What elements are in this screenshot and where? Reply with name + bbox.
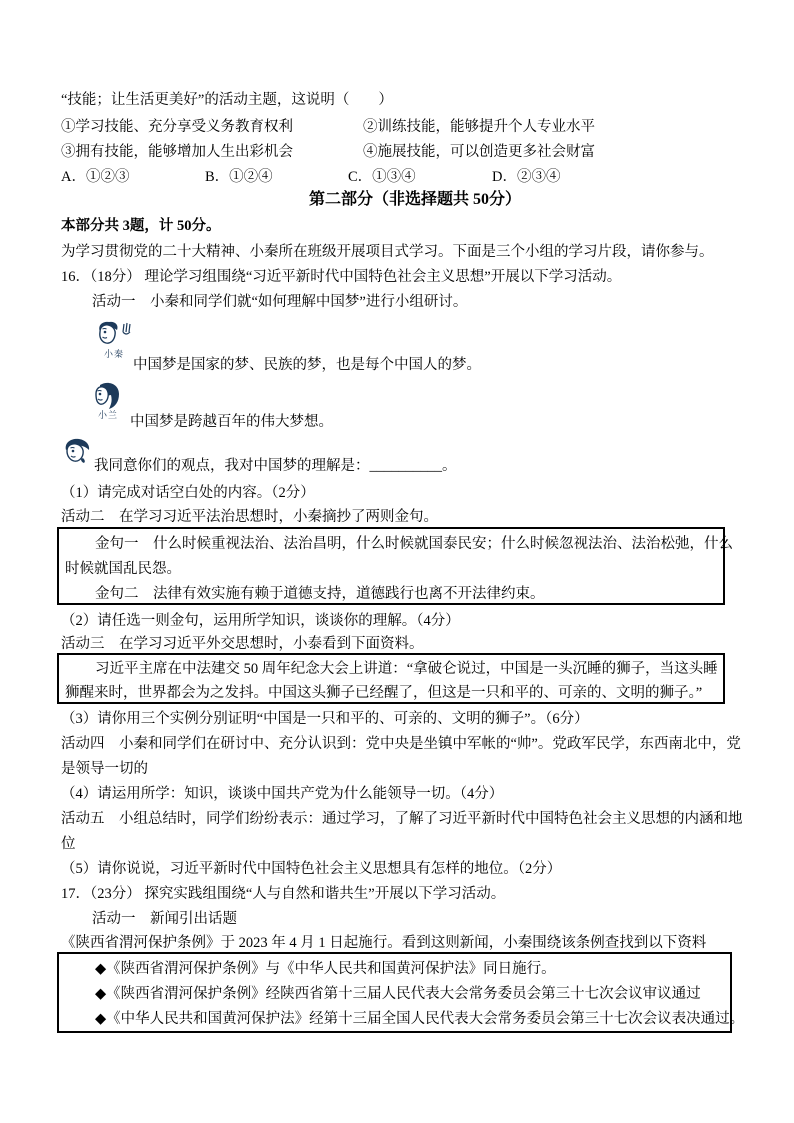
q16-activity5-line1: 活动五 小组总结时，同学们纷纷表示：通过学习，了解了习近平新时代中国特色社会主义思想的内涵和地 <box>61 811 743 827</box>
speaker-name-label: 小兰 <box>97 410 118 420</box>
mcq-stem: “技能；让生活更美好”的活动主题，这说明（ ） <box>61 92 393 108</box>
quote-box <box>57 527 733 605</box>
q16-sub3: （3）请你用三个实例分别证明“中国是一只和平的、可亲的、文明的狮子”。（6分） <box>61 711 589 727</box>
part2-intro: 为学习贯彻党的二十大精神、小秦所在班级开展项目式学习。下面是三个小组的学习片段，请你参与。 <box>61 244 714 260</box>
news-line-1: ◆《陕西省渭河保护条例》与《中华人民共和国黄河保护法》同日施行。 <box>95 961 556 977</box>
q16-sub4: （4）请运用所学：知识，谈谈中国共产党为什么能领导一切。（4分） <box>61 786 504 802</box>
q16-sub2: （2）请任选一则金句，运用所学知识，谈谈你的理解。（4分） <box>61 613 460 629</box>
mcq-choice-b: B．①②④ <box>205 169 273 185</box>
q17-heading: 17．（23分） 探究实践组围绕“人与自然和谐共生”开展以下学习活动。 <box>61 886 506 902</box>
quote-line-2: 时候就国乱民怨。 <box>65 561 181 577</box>
q16-activity2-label: 活动二 在学习习近平法治思想时，小秦摘抄了两则金句。 <box>61 509 438 525</box>
lion-box <box>57 653 725 704</box>
dialog-text-1: 中国梦是国家的梦、民族的梦，也是每个中国人的梦。 <box>133 357 481 373</box>
news-line-2: ◆《陕西省渭河保护条例》经陕西省第十三届人民代表大会常务委员会第三十七次会议审议通过 <box>95 986 701 1002</box>
q16-sub1: （1）请完成对话空白处的内容。（2分） <box>61 485 315 501</box>
q16-sub5: （5）请你说说，习近平新时代中国特色社会主义思想具有怎样的地位。（2分） <box>61 861 562 877</box>
boy-face-icon <box>93 320 135 350</box>
mcq-option-2: ②训练技能，能够提升个人专业水平 <box>363 119 595 135</box>
q16-activity4-line2: 是领导一切的 <box>61 761 148 777</box>
q16-activity3-label: 活动三 在学习习近平外交思想时，小泰看到下面资料。 <box>61 636 424 652</box>
q16-activity4-line1: 活动四 小秦和同学们在研讨中、充分认识到：党中央是坐镇中军帐的“帅”。党政军民学，东西南北中，党 <box>61 736 741 752</box>
q17-intro: 《陕西省渭河保护条例》于 2023 年 4 月 1 日起施行。看到这则新闻，小秦围绕该条例查找到以下资料 <box>61 935 707 951</box>
q16-activity5-line2: 位 <box>61 836 76 852</box>
mcq-option-1: ①学习技能、充分享受义务教育权利 <box>61 119 293 135</box>
mcq-option-4: ④施展技能，可以创造更多社会财富 <box>363 144 595 160</box>
avatar-xiaolan <box>88 381 128 420</box>
speaker-name-label: 小秦 <box>103 349 124 359</box>
quote-line-3: 金句二 法律有效实施有赖于道德支持，道德践行也离不开法律约束。 <box>95 586 545 602</box>
girl-face-icon <box>88 381 128 411</box>
quote-line-1: 金句一 什么时候重视法治、法治昌明，什么时候就国泰民安；什么时候忽视法治、法治松弛，什么 <box>95 536 733 552</box>
lion-line-1: 习近平主席在中法建交 50 周年纪念大会上讲道：“拿破仑说过，中国是一头沉睡的狮子，当这头睡 <box>95 661 718 677</box>
q16-heading: 16．（18分） 理论学习组围绕“习近平新时代中国特色社会主义思想”开展以下学习活动。 <box>61 269 622 285</box>
part2-title: 第二部分（非选择题共 50分） <box>308 191 521 208</box>
avatar-student <box>62 438 94 466</box>
lion-line-2: 狮醒来时，世界都会为之发抖。中国这头狮子已经醒了，但这是一只和平的、可亲的、文明的狮子。” <box>65 685 703 701</box>
mcq-choice-c: C．①③④ <box>348 169 416 185</box>
q16-activity1-label: 活动一 小秦和同学们就“如何理解中国梦”进行小组研讨。 <box>92 294 468 310</box>
avatar-xiaoqin <box>93 320 135 359</box>
mcq-choice-d: D．②③④ <box>492 169 561 185</box>
mcq-option-3: ③拥有技能，能够增加人生出彩机会 <box>61 144 293 160</box>
part2-note: 本部分共 3题，计 50分。 <box>61 218 221 234</box>
student-face-icon <box>62 438 94 466</box>
news-box <box>57 952 745 1033</box>
dialog-text-2: 中国梦是跨越百年的伟大梦想。 <box>130 414 333 430</box>
news-line-3: ◆《中华人民共和国黄河保护法》经第十三届全国人民代表大会常务委员会第三十七次会议表决通过。 <box>95 1011 745 1027</box>
dialog-text-3: 我同意你们的观点，我对中国梦的理解是：__________。 <box>94 458 457 474</box>
mcq-choice-a: A．①②③ <box>61 169 130 185</box>
q17-activity1-label: 活动一 新闻引出话题 <box>92 911 237 927</box>
